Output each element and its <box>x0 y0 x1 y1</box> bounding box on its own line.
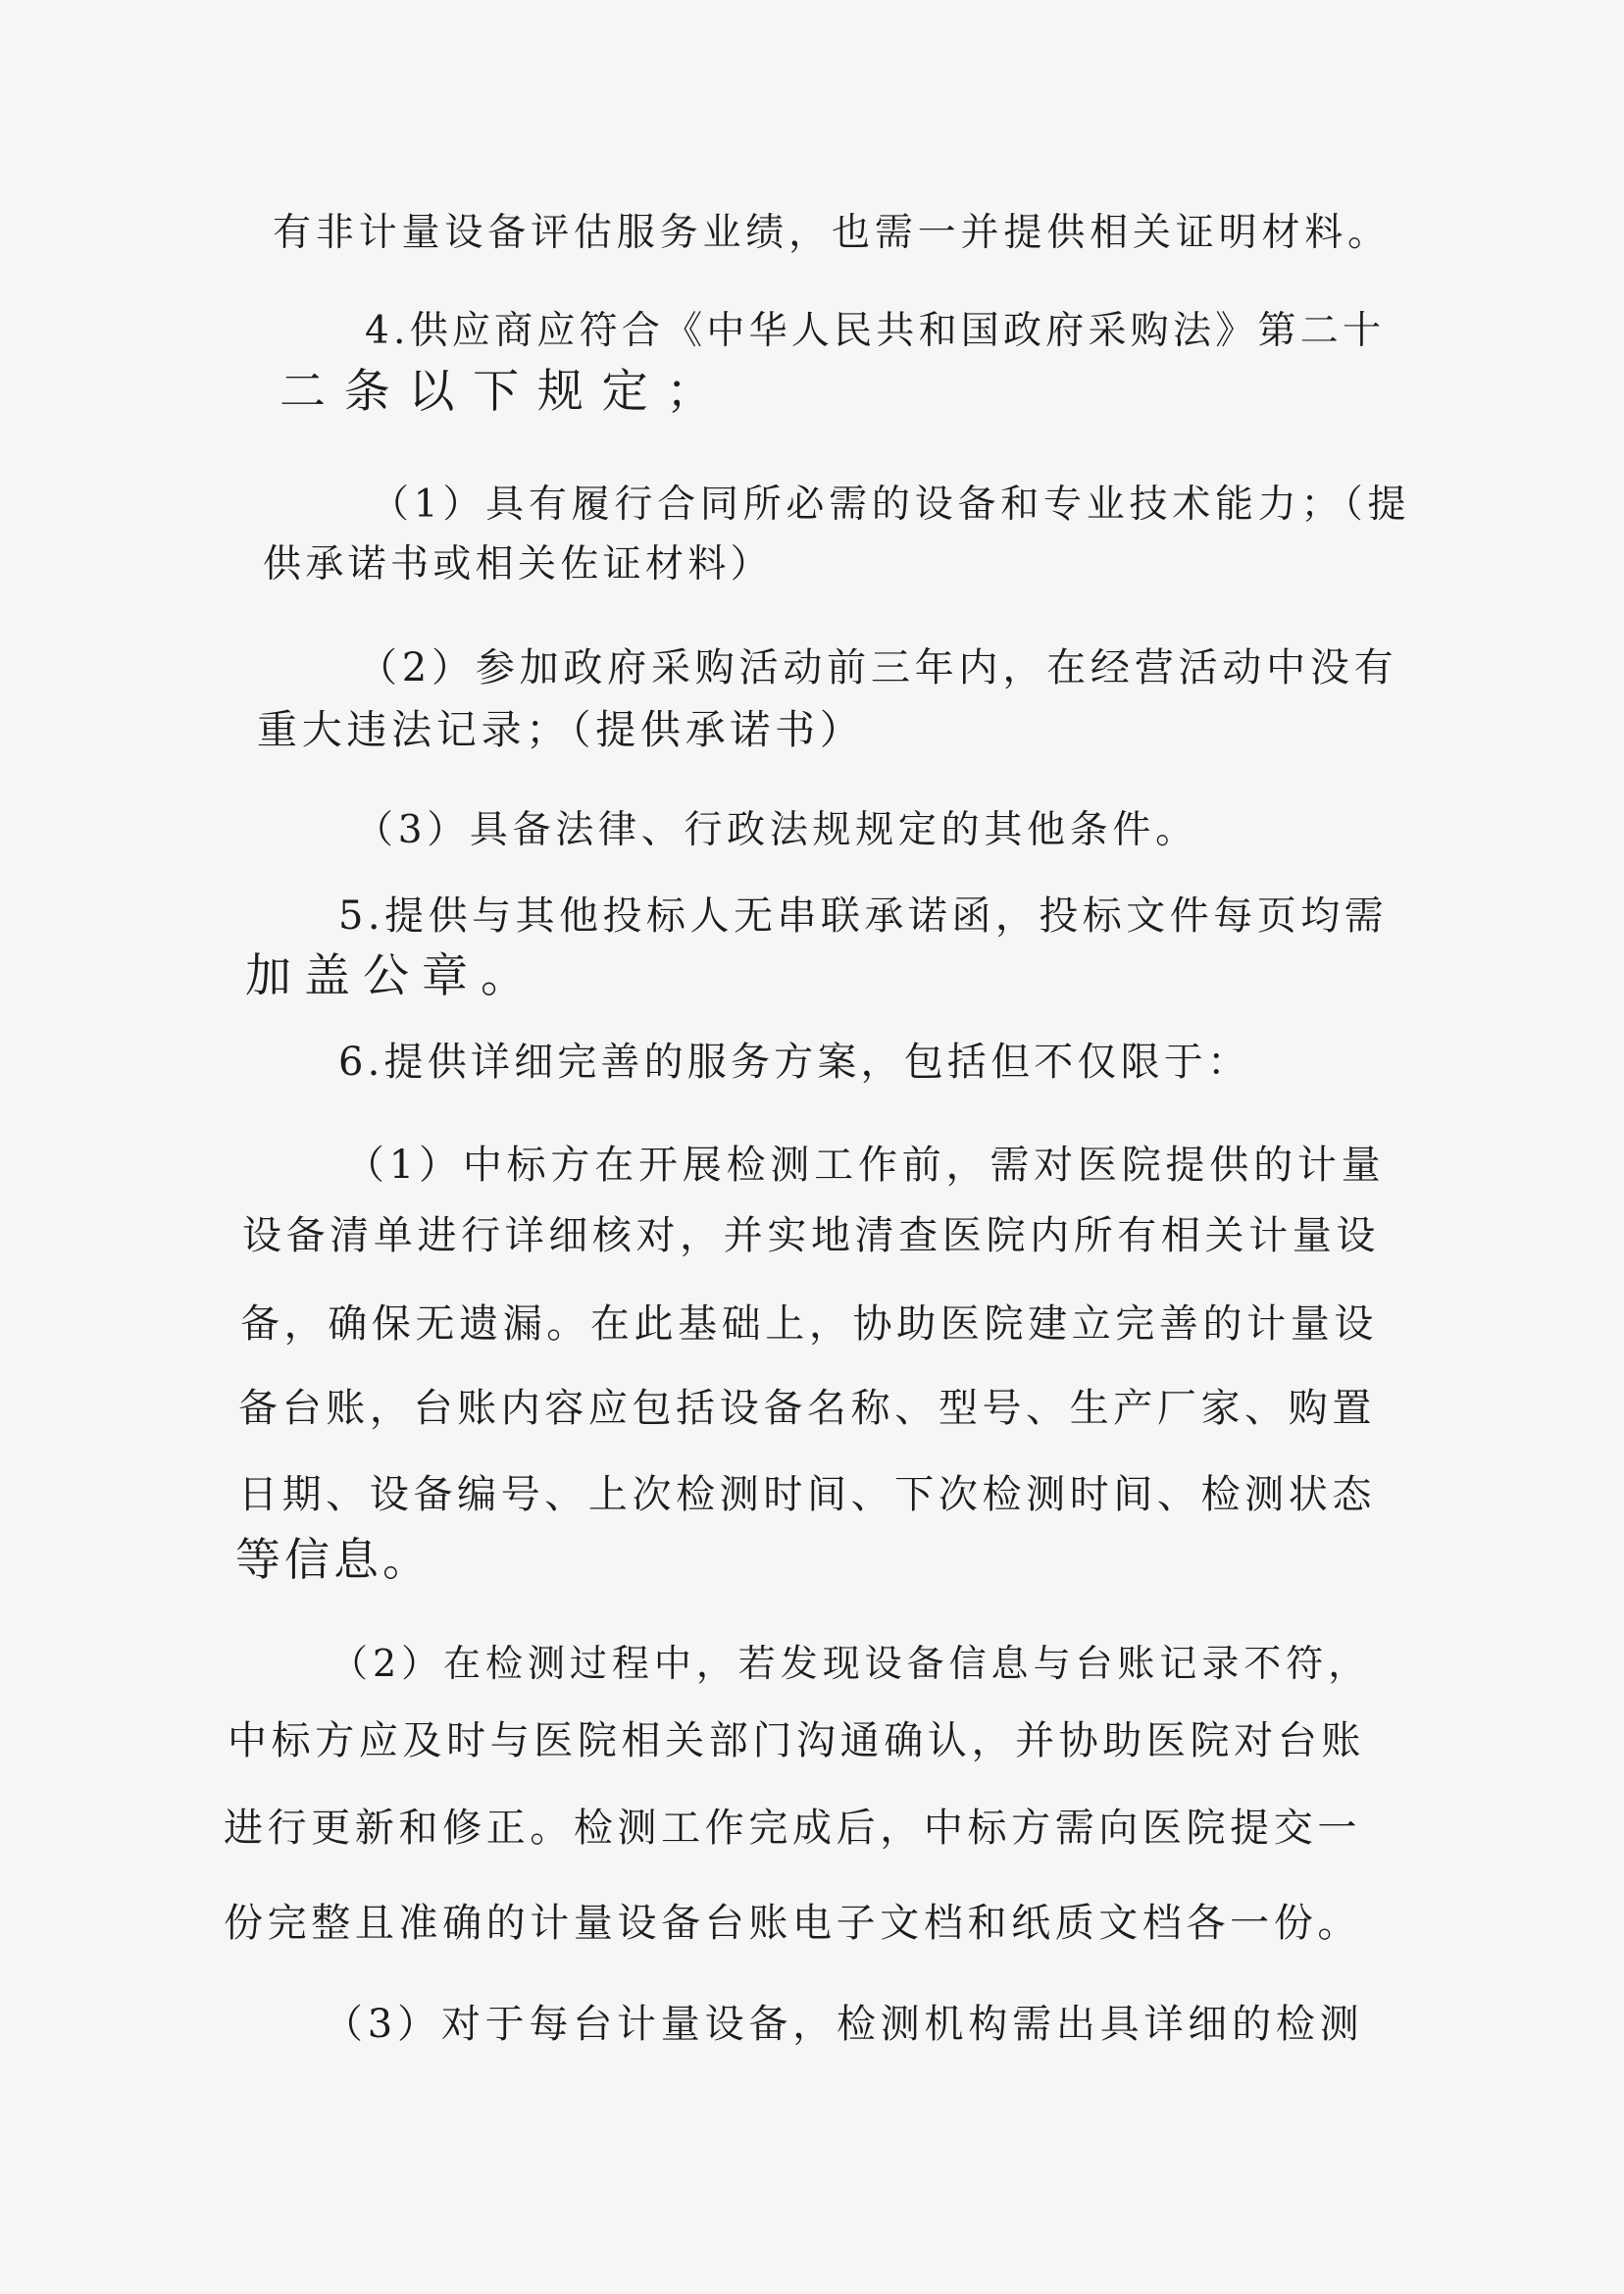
text-line: 有非计量设备评估服务业绩，也需一并提供相关证明材料。 <box>273 211 1392 255</box>
text-line: （1）中标方在开展检测工作前，需对医院提供的计量 <box>345 1143 1386 1188</box>
text-line: 供承诺书或相关佐证材料） <box>263 542 774 586</box>
text-line: 设备清单进行详细核对，并实地清查医院内所有相关计量设 <box>242 1213 1380 1258</box>
text-line: 备台账，台账内容应包括设备名称、型号、生产厂家、购置 <box>238 1386 1376 1431</box>
text-line: 备，确保无遗漏。在此基础上，协助医院建立完善的计量设 <box>240 1301 1378 1347</box>
text-line: 进行更新和修正。检测工作完成后，中标方需向医院提交一 <box>224 1806 1361 1851</box>
text-line: 份完整且准确的计量设备台账电子文档和纸质文档各一份。 <box>224 1901 1361 1946</box>
text-line: （3）对于每台计量设备，检测机构需出具详细的检测 <box>324 2002 1364 2047</box>
text-line: 6.提供详细完善的服务方案，包括但不仅限于： <box>338 1040 1251 1085</box>
text-line: （1）具有履行合同所必需的设备和专业技术能力；（提 <box>371 483 1411 527</box>
text-line: 二条以下规定； <box>279 365 731 419</box>
text-line: 加盖公章。 <box>245 949 539 1003</box>
text-line: （3）具备法律、行政法规规定的其他条件。 <box>355 808 1198 852</box>
text-line: 中标方应及时与医院相关部门沟通确认，并协助医院对台账 <box>228 1718 1365 1763</box>
text-line: 重大违法记录；（提供承诺书） <box>257 706 865 753</box>
text-line: 4.供应商应符合《中华人民共和国政府采购法》第二十 <box>365 309 1386 353</box>
text-line: 等信息。 <box>235 1533 431 1586</box>
text-line: （2）在检测过程中，若发现设备信息与台账记录不符， <box>330 1642 1371 1685</box>
text-line: （2）参加政府采购活动前三年内，在经营活动中没有 <box>358 645 1398 690</box>
text-line: 5.提供与其他投标人无串联承诺函，投标文件每页均需 <box>338 893 1389 939</box>
text-line: 日期、设备编号、上次检测时间、下次检测时间、检测状态 <box>238 1472 1376 1517</box>
